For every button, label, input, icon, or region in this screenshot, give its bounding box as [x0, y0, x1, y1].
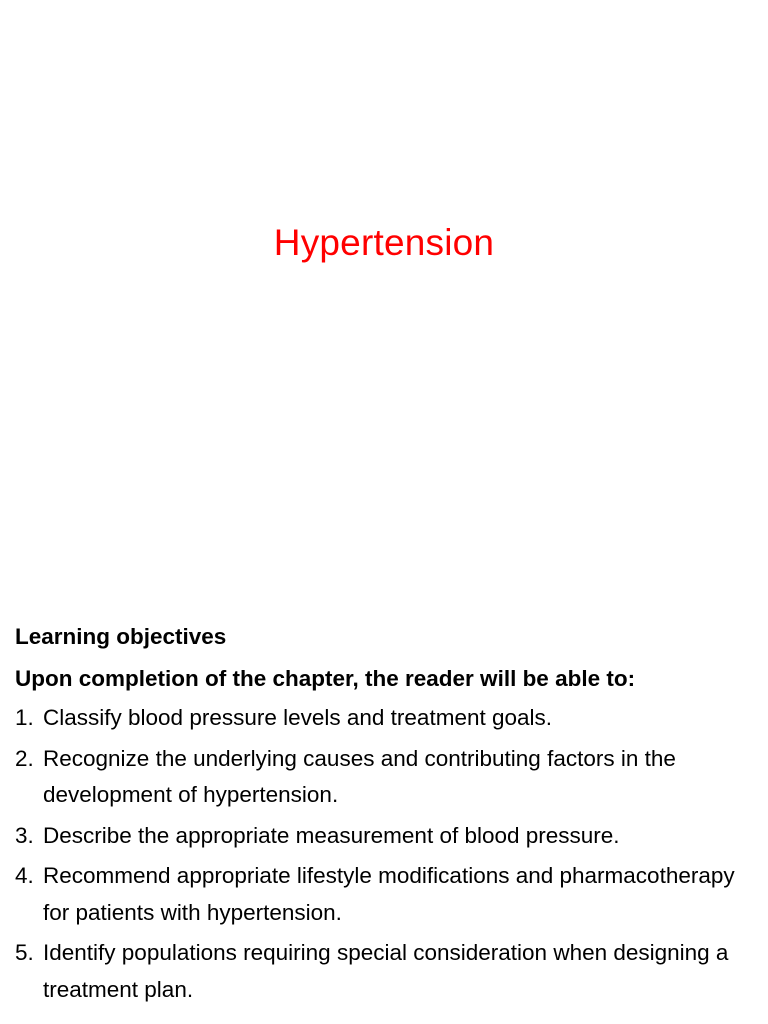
- objective-item-5: [15, 935, 760, 1008]
- objective-item-3: [15, 818, 760, 855]
- objective-text: Recommend appropriate lifestyle modifications and pharmacotherapy for patients with hypertension.: [43, 863, 735, 925]
- objectives-intro: Upon completion of the chapter, the reader will be able to:: [15, 666, 636, 691]
- objective-number: 3.: [15, 822, 34, 848]
- objective-text: Classify blood pressure levels and treatment goals.: [43, 705, 553, 730]
- objective-item-1: [15, 700, 760, 737]
- objectives-heading: Learning objectives: [15, 624, 227, 649]
- page-title: Hypertension: [273, 222, 495, 263]
- objective-text: Identify populations requiring special consideration when designing a treatment plan.: [43, 940, 729, 1002]
- objective-number: 1.: [15, 705, 34, 730]
- objective-number: 4.: [15, 863, 34, 888]
- objective-item-2: [15, 741, 760, 814]
- objectives-list: [15, 700, 760, 1008]
- objective-number: 2.: [15, 745, 34, 771]
- objective-text: Describe the appropriate measurement of blood pressure.: [43, 822, 620, 848]
- objective-number: 5.: [15, 940, 34, 965]
- learning-objectives-section: [15, 618, 760, 1012]
- objective-text: Recognize the underlying causes and contributing factors in the development of hypertension.: [43, 745, 676, 807]
- objective-item-4: [15, 858, 760, 931]
